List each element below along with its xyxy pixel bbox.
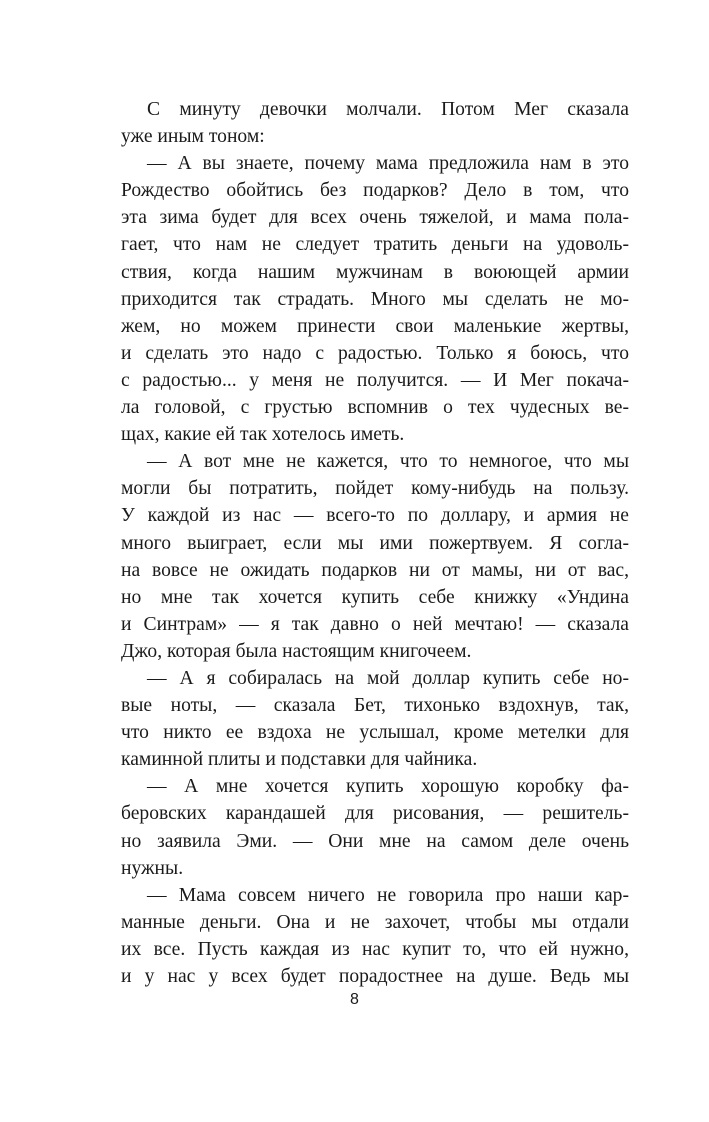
- text-line: каминной плиты и подставки для чайника.: [121, 749, 478, 771]
- paragraph-first-line: С минуту девочки молчали. Потом Мег сказала: [147, 99, 629, 120]
- paragraph-first-line: — А я собиралась на мой доллар купить себе но-: [147, 667, 629, 689]
- text-line: но заявила Эми. — Они мне на самом деле очень: [121, 830, 629, 852]
- text-line: могли бы потратить, пойдет кому-нибудь на пользу.: [121, 478, 629, 500]
- page-body-text: [121, 96, 629, 990]
- text-line: и сделать это надо с радостью. Только я боюсь, что: [121, 342, 629, 364]
- paragraph-first-line: — А вот мне не кажется, что то немногое, что мы: [147, 451, 629, 473]
- text-line: вые ноты, — сказала Бет, тихонько вздохнув, так,: [121, 695, 629, 717]
- paragraph-first-line: — А вы знаете, почему мама предложила нам в это: [147, 153, 629, 175]
- text-line: ла головой, с грустью вспомнив о тех чудесных ве-: [121, 397, 629, 419]
- text-line: У каждой из нас — всего-то по доллару, и армия не: [121, 505, 629, 527]
- text-line: гает, что нам не следует тратить деньги на удоволь-: [121, 234, 629, 256]
- paragraph-first-line: — Мама совсем ничего не говорила про наши кар-: [147, 884, 629, 906]
- paragraph-first-line: — А мне хочется купить хорошую коробку фа-: [147, 776, 629, 798]
- text-line: щах, какие ей так хотелось иметь.: [121, 424, 405, 446]
- text-line: жем, но можем принести свои маленькие жертвы,: [121, 315, 629, 337]
- text-line: уже иным тоном:: [121, 126, 265, 148]
- text-line: их все. Пусть каждая из нас купит то, что ей нужно,: [121, 938, 629, 960]
- text-line: Рождество обойтись без подарков? Дело в том, что: [121, 180, 629, 202]
- text-line: что никто ее вздоха не услышал, кроме метелки для: [121, 722, 629, 744]
- text-line: ствия, когда нашим мужчинам в воюющей армии: [121, 261, 629, 283]
- text-line: приходится так страдать. Много мы сделать не мо-: [121, 288, 629, 310]
- text-line: на вовсе не ожидать подарков ни от мамы, ни от вас,: [121, 559, 629, 581]
- text-line: нужны.: [121, 857, 184, 879]
- text-line: беровских карандашей для рисования, — решитель-: [121, 803, 629, 825]
- text-line: и Синтрам» — я так давно о ней мечтаю! — сказала: [121, 613, 629, 635]
- text-line: много выиграет, если мы ими пожертвуем. Я согла-: [121, 532, 629, 554]
- text-line: Джо, которая была настоящим книгочеем.: [121, 640, 472, 662]
- text-line: но мне так хочется купить себе книжку «Ундина: [121, 586, 629, 608]
- page-number: 8: [350, 991, 359, 1008]
- text-line: с радостью... у меня не получится. — И Мег покача-: [121, 369, 629, 391]
- text-line: эта зима будет для всех очень тяжелой, и мама пола-: [121, 207, 629, 229]
- text-line: манные деньги. Она и не захочет, чтобы мы отдали: [121, 911, 629, 933]
- text-line: и у нас у всех будет порадостнее на душе. Ведь мы: [121, 966, 629, 987]
